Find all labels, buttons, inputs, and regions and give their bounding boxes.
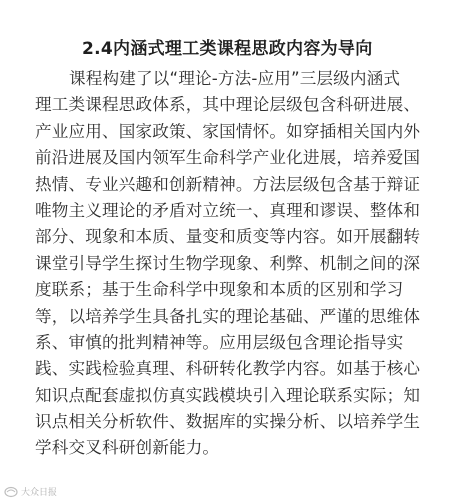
paragraph-line: 理工类课程思政体系，其中理论层级包含科研进展、 [35,95,421,115]
watermark [4,485,57,498]
article-body [35,66,435,462]
paragraph-line: 前沿进展及国内领军生命科学产业化进展，培养爱国 [35,148,421,168]
paragraph-line: 识点相关分析软件、数据库的实操分析、以培养学生 [35,412,421,432]
paragraph-line: 课程构建了以“理论-方法-应用”三层级内涵式 [69,69,401,88]
paragraph-line: 践、实践检验真理、科研转化教学内容。如基于核心 [35,359,421,379]
paragraph-line: 唯物主义理论的矛盾对立统一、真理和谬误、整体和 [35,200,421,220]
paragraph-line: 部分、现象和本质、量变和质变等内容。如开展翻转 [35,227,421,247]
paragraph-line: 系、审慎的批判精神等。应用层级包含理论指导实 [35,332,404,352]
paragraph-line: 热情、专业兴趣和创新精神。方法层级包含基于辩证 [35,174,421,194]
paragraph-line: 知识点配套虚拟仿真实践模块引入理论联系实际；知 [35,385,421,405]
paragraph-line: 度联系；基于生命科学中现象和本质的区别和学习 [35,280,404,300]
paragraph-line: 产业应用、国家政策、家国情怀。如穿插相关国内外 [35,121,421,141]
paragraph-line: 学科交叉科研创新能力。 [35,438,220,458]
section-heading: 2.4内涵式理工类课程思政内容为导向 [82,39,373,59]
paragraph-line: 课堂引导学生探讨生物学现象、利弊、机制之间的深 [35,253,421,273]
watermark-logo-icon [4,486,18,498]
watermark-text: 大众日报 [21,488,58,498]
paragraph-line: 等，以培养学生具备扎实的理论基础、严谨的思维体 [35,306,421,326]
